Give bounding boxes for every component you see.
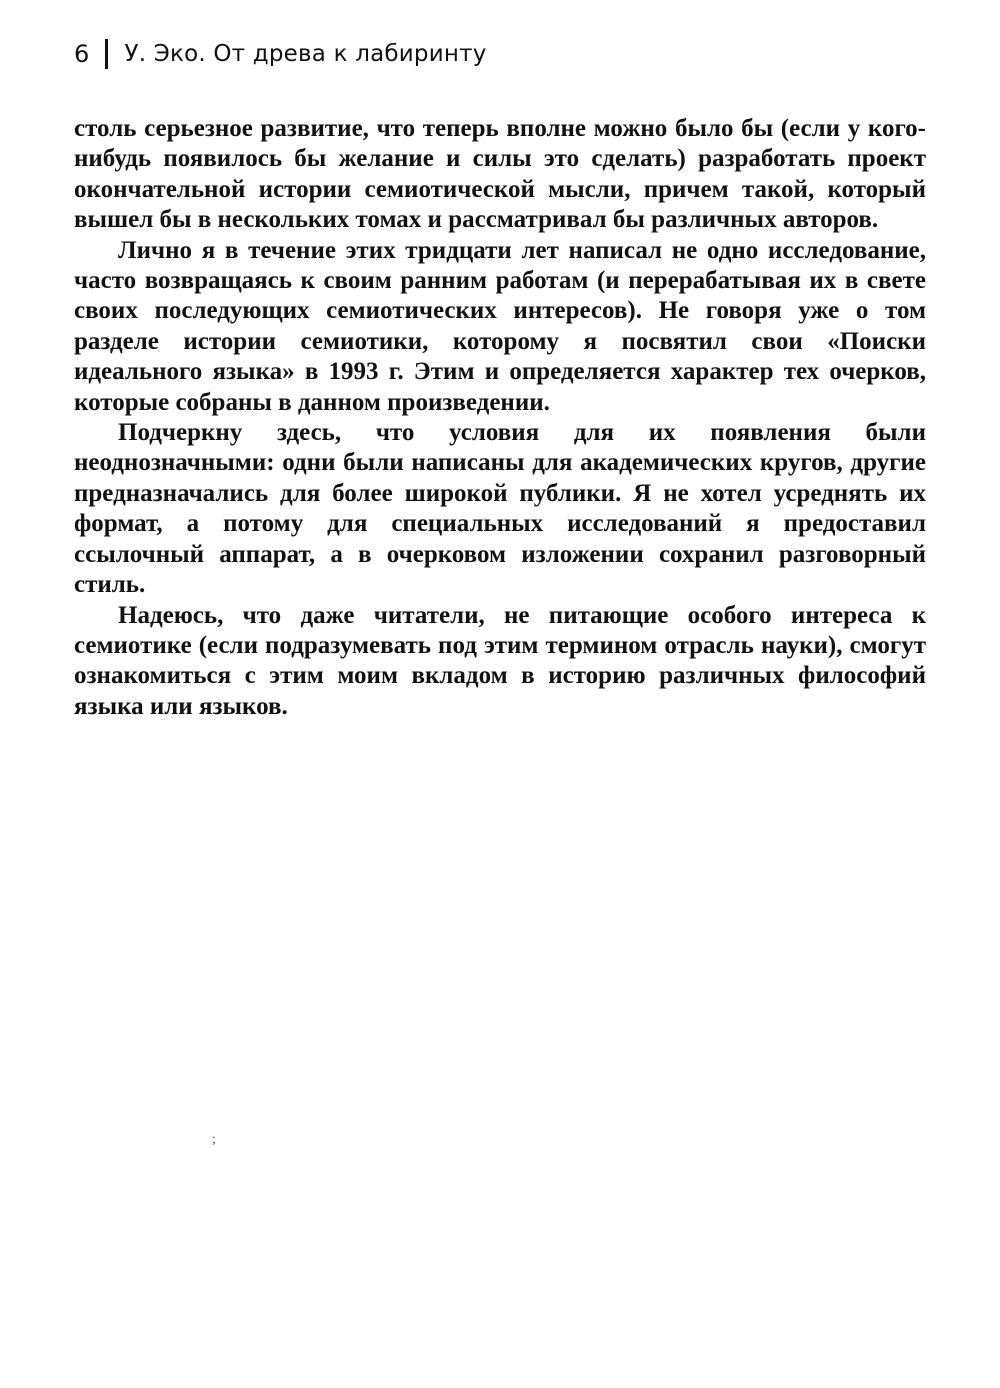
running-header <box>74 34 487 74</box>
running-title: У. Эко. От древа к лабиринту <box>124 41 487 67</box>
paragraph-3: Подчеркну здесь, что условия для их появления были неоднозначными: одни были написаны для академических кругов, другие предназначались для более широкой публики. Я не хотел усреднять их формат, а потому для специальных исследований я предоставил ссылочный аппарат, а в очерковом изложении сохранил разговорный стиль. <box>74 419 926 599</box>
paragraph-1: столь серьезное развитие, что теперь вполне можно было бы (если у кого-нибудь появилось бы желание и силы это сделать) разработать проект окончательной истории семиотической мысли, причем такой, который вышел бы в нескольких томах и рассматривал бы различных авторов. <box>74 115 926 234</box>
paragraph-4: Надеюсь, что даже читатели, не питающие особого интереса к семиотике (если подразумевать под этим термином отрасль науки), смогут ознакомиться с этим моим вкладом в историю различных философий языка или языков. <box>74 601 926 720</box>
stray-mark: ; <box>212 1132 216 1147</box>
page-number: 6 <box>74 40 90 68</box>
paragraph-2: Лично я в течение этих тридцати лет написал не одно исследование, часто возвращаясь к своим ранним работам (и перерабатывая их в свете своих последующих семиотических интересов). Не говоря уже о том разделе истории семиотики, которому я посвятил свои «Поиски идеального языка» в 1993 г. Этим и определяется характер тех очерков, которые собраны в данном произведении. <box>74 236 926 416</box>
main-text <box>74 114 926 722</box>
header-divider <box>105 39 108 69</box>
